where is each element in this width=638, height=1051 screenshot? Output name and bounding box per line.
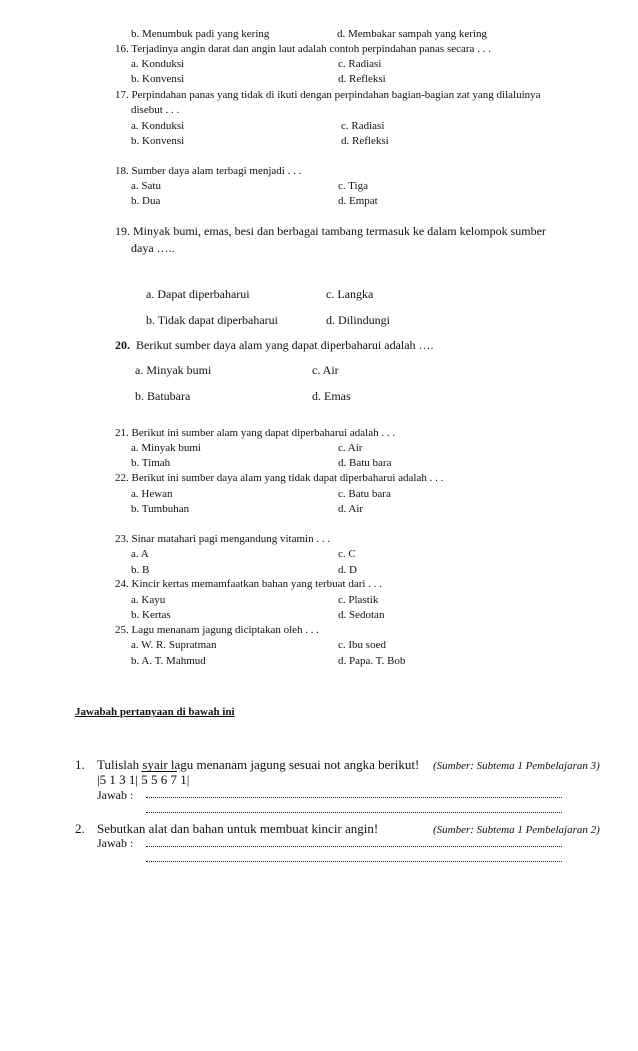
q19-option-c: c. Langka <box>326 287 374 301</box>
q25-option-b: b. A. T. Mahmud <box>131 655 206 667</box>
q17-option-c: c. Radiasi <box>341 120 385 132</box>
q20-option-a: a. Minyak bumi <box>135 363 212 377</box>
q20-number: 20. <box>115 338 130 352</box>
essay2-answer-line-1[interactable] <box>146 846 562 847</box>
q24-option-a: a. Kayu <box>131 594 166 606</box>
essay2-answer-line-2[interactable] <box>146 861 562 862</box>
q22-option-d: d. Air <box>338 503 364 515</box>
q21-option-d: d. Batu bara <box>338 457 392 469</box>
q23-option-b: b. B <box>131 564 150 576</box>
q16-option-a: a. Konduksi <box>131 58 185 70</box>
q18-option-b: b. Dua <box>131 195 161 207</box>
essay1-notes-part1: |5 1 3 1| <box>97 772 138 787</box>
q20-option-c: c. Air <box>312 363 339 377</box>
q24-stem: 24. Kincir kertas memamfaatkan bahan yang terbuat dari . . . <box>115 578 382 590</box>
q19-option-b: b. Tidak dapat diperbaharui <box>146 313 278 327</box>
q16-option-b: b. Konvensi <box>131 73 185 85</box>
q22-stem: 22. Berikut ini sumber daya alam yang tidak dapat diperbaharui adalah . . . <box>115 472 444 484</box>
q19-option-a: a. Dapat diperbaharui <box>146 287 250 301</box>
q21-option-c: c. Air <box>338 442 363 454</box>
essay1-notes <box>97 772 189 788</box>
q18-option-a: a. Satu <box>131 180 161 192</box>
q19-option-d: d. Dilindungi <box>326 313 391 327</box>
q22-option-b: b. Tumbuhan <box>131 503 190 515</box>
essay1-number: 1. <box>75 757 85 772</box>
q21-option-a: a. Minyak bumi <box>131 442 201 454</box>
q21-option-b: b. Timah <box>131 457 171 469</box>
q17-stem-line1: 17. Perpindahan panas yang tidak di ikuti dengan perpindahan bagian-bagian zat yang dilaluinya <box>115 89 541 101</box>
q16-option-c: c. Radiasi <box>338 58 382 70</box>
essay1-question: Tulislah syair lagu menanam jagung sesuai not angka berikut! <box>97 757 420 772</box>
q22-option-c: c. Batu bara <box>338 488 391 500</box>
essay2-answer-label: Jawab : <box>97 836 134 850</box>
q24-option-c: c. Plastik <box>338 594 379 606</box>
q23-stem: 23. Sinar matahari pagi mengandung vitamin . . . <box>115 533 331 545</box>
essay1-notes-part2: 5 5 6 7 <box>141 772 177 787</box>
q20-option-b: b. Batubara <box>135 389 191 403</box>
q19-stem-line2: daya ….. <box>131 241 175 255</box>
q24-option-b: b. Kertas <box>131 609 171 621</box>
q25-option-d: d. Papa. T. Bob <box>338 655 406 667</box>
q25-option-c: c. Ibu soed <box>338 639 386 651</box>
q21-stem: 21. Berikut ini sumber alam yang dapat diperbaharui adalah . . . <box>115 427 396 439</box>
q25-stem: 25. Lagu menanam jagung diciptakan oleh . . . <box>115 624 320 636</box>
q17-option-a: a. Konduksi <box>131 120 185 132</box>
q17-option-d: d. Refleksi <box>341 135 389 147</box>
essay2-source: (Sumber: Subtema 1 Pembelajaran 2) <box>433 824 600 836</box>
q15-option-b: b. Menumbuk padi yang kering <box>131 28 270 40</box>
q16-stem: 16. Terjadinya angin darat dan angin laut adalah contoh perpindahan panas secara . . . <box>115 43 491 55</box>
q23-option-c: c. C <box>338 548 356 560</box>
essay-section-heading: Jawabah pertanyaan di bawah ini <box>75 706 235 718</box>
essay1-answer-label: Jawab : <box>97 788 134 802</box>
q25-option-a: a. W. R. Supratman <box>131 639 217 651</box>
q19-stem-line1: 19. Minyak bumi, emas, besi dan berbagai tambang termasuk ke dalam kelompok sumber <box>115 224 546 238</box>
q18-option-c: c. Tiga <box>338 180 368 192</box>
q17-stem-line2: disebut . . . <box>131 104 180 116</box>
essay2-question: Sebutkan alat dan bahan untuk membuat kincir angin! <box>97 821 379 836</box>
q20-option-d: d. Emas <box>312 389 351 403</box>
q15-option-d: d. Membakar sampah yang kering <box>337 28 487 40</box>
q22-option-a: a. Hewan <box>131 488 173 500</box>
essay1-notes-part3: 1| <box>180 772 190 787</box>
q23-option-a: a. A <box>131 548 149 560</box>
q18-option-d: d. Empat <box>338 195 378 207</box>
essay1-answer-line-2[interactable] <box>146 812 562 813</box>
essay1-source: (Sumber: Subtema 1 Pembelajaran 3) <box>433 760 600 772</box>
essay2-number: 2. <box>75 821 85 836</box>
q23-option-d: d. D <box>338 564 357 576</box>
q20-stem: Berikut sumber daya alam yang dapat diperbaharui adalah …. <box>136 338 434 352</box>
q24-option-d: d. Sedotan <box>338 609 385 621</box>
q16-option-d: d. Refleksi <box>338 73 386 85</box>
q18-stem: 18. Sumber daya alam terbagi menjadi . . . <box>115 165 302 177</box>
essay1-answer-line-1[interactable] <box>146 797 562 798</box>
q17-option-b: b. Konvensi <box>131 135 185 147</box>
